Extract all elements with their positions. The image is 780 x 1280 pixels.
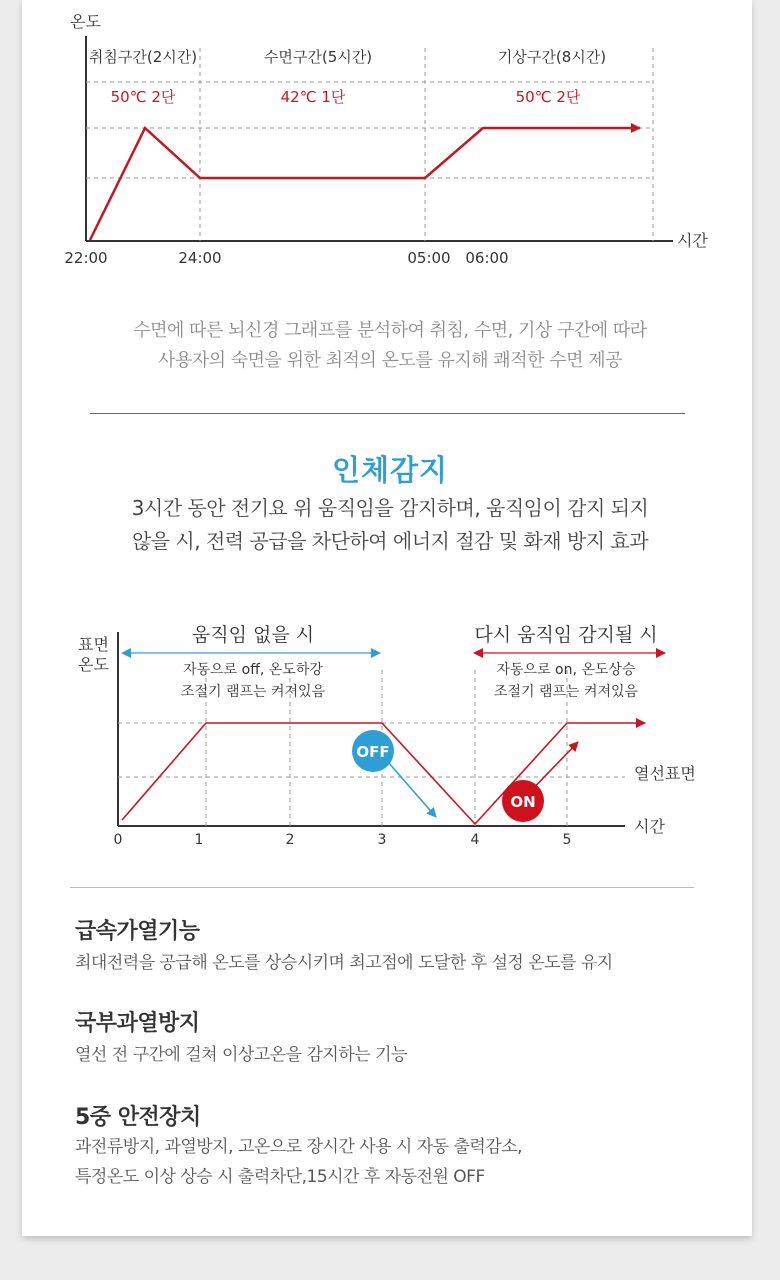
x-tick: 4 — [470, 832, 480, 848]
y-axis-label: 온도 — [70, 12, 101, 31]
x-axis-label: 시간 — [634, 817, 665, 836]
time-label: 06:00 — [465, 249, 509, 267]
motion-again-line: 조절기 램프는 켜져있음 — [493, 684, 639, 700]
phase-setting-wakeup: 50℃ 2단 — [515, 88, 581, 106]
feature-title: 급속가열기능 — [75, 919, 200, 944]
feature-description: 최대전력을 공급해 온도를 상승시키며 최고점에 도달한 후 설정 온도를 유지 — [75, 953, 613, 973]
x-tick: 3 — [377, 832, 387, 848]
phase-label-sleep: 수면구간(5시간) — [263, 48, 373, 66]
phase-setting-sleep: 42℃ 1단 — [280, 88, 346, 106]
sleep-description — [0, 316, 780, 376]
section-title: 인체감지 — [331, 453, 449, 487]
motion-again-line: 자동으로 on, 온도상승 — [496, 662, 636, 678]
x-tick: 0 — [113, 832, 123, 848]
phase-setting-bedtime: 50℃ 2단 — [110, 88, 176, 106]
temperature-line — [90, 128, 640, 240]
motion-again-heading: 다시 움직임 감지될 시 — [474, 624, 658, 646]
x-tick: 5 — [562, 832, 572, 848]
sleep-temperature-graph — [0, 0, 780, 280]
motion-detection-graph — [0, 600, 780, 860]
time-label: 05:00 — [407, 249, 451, 267]
section-description-line: 않을 시, 전력 공급을 차단하여 에너지 절감 및 화재 방지 효과 — [131, 529, 649, 553]
phase-gridlines — [86, 48, 653, 241]
sleep-description-line: 수면에 따른 뇌신경 그래프를 분석하여 취침, 수면, 기상 구간에 따라 — [133, 320, 647, 341]
phase-label-bedtime: 취침구간(2시간) — [88, 48, 198, 66]
section-description — [0, 492, 780, 558]
feature-description: 특정온도 이상 상승 시 출력차단,15시간 후 자동전원 OFF — [75, 1167, 485, 1187]
time-label: 22:00 — [64, 249, 108, 267]
on-badge-label: ON — [510, 793, 536, 811]
x-tick: 1 — [194, 832, 204, 848]
section-description-line: 3시간 동안 전기요 위 움직임을 감지하며, 움직임이 감지 되지 — [131, 496, 649, 520]
divider — [90, 413, 685, 414]
temperature-drop-arrow — [388, 762, 436, 817]
no-motion-line: 자동으로 off, 온도하강 — [183, 662, 323, 678]
no-motion-line: 조절기 램프는 켜져있음 — [180, 684, 326, 700]
no-motion-heading: 움직임 없을 시 — [191, 624, 315, 646]
off-badge-label: OFF — [356, 743, 390, 761]
sleep-description-line: 사용자의 숙면을 위한 최적의 온도를 유지해 쾌적한 수면 제공 — [158, 350, 622, 371]
divider — [70, 887, 694, 888]
time-label: 24:00 — [178, 249, 222, 267]
y-axis-label: 표면 — [78, 635, 109, 654]
x-axis-label: 시간 — [677, 231, 708, 250]
y-axis-label: 온도 — [78, 655, 109, 674]
phase-label-wakeup: 기상구간(8시간) — [497, 48, 607, 66]
x-tick: 2 — [285, 832, 295, 848]
feature-title: 5중 안전장치 — [75, 1105, 201, 1130]
feature-description: 과전류방지, 과열방지, 고온으로 장시간 사용 시 자동 출력감소, — [75, 1137, 523, 1157]
surface-label: 열선표면 — [634, 764, 696, 783]
feature-description: 열선 전 구간에 걸쳐 이상고온을 감지하는 기능 — [75, 1045, 407, 1065]
feature-title: 국부과열방지 — [75, 1011, 200, 1036]
